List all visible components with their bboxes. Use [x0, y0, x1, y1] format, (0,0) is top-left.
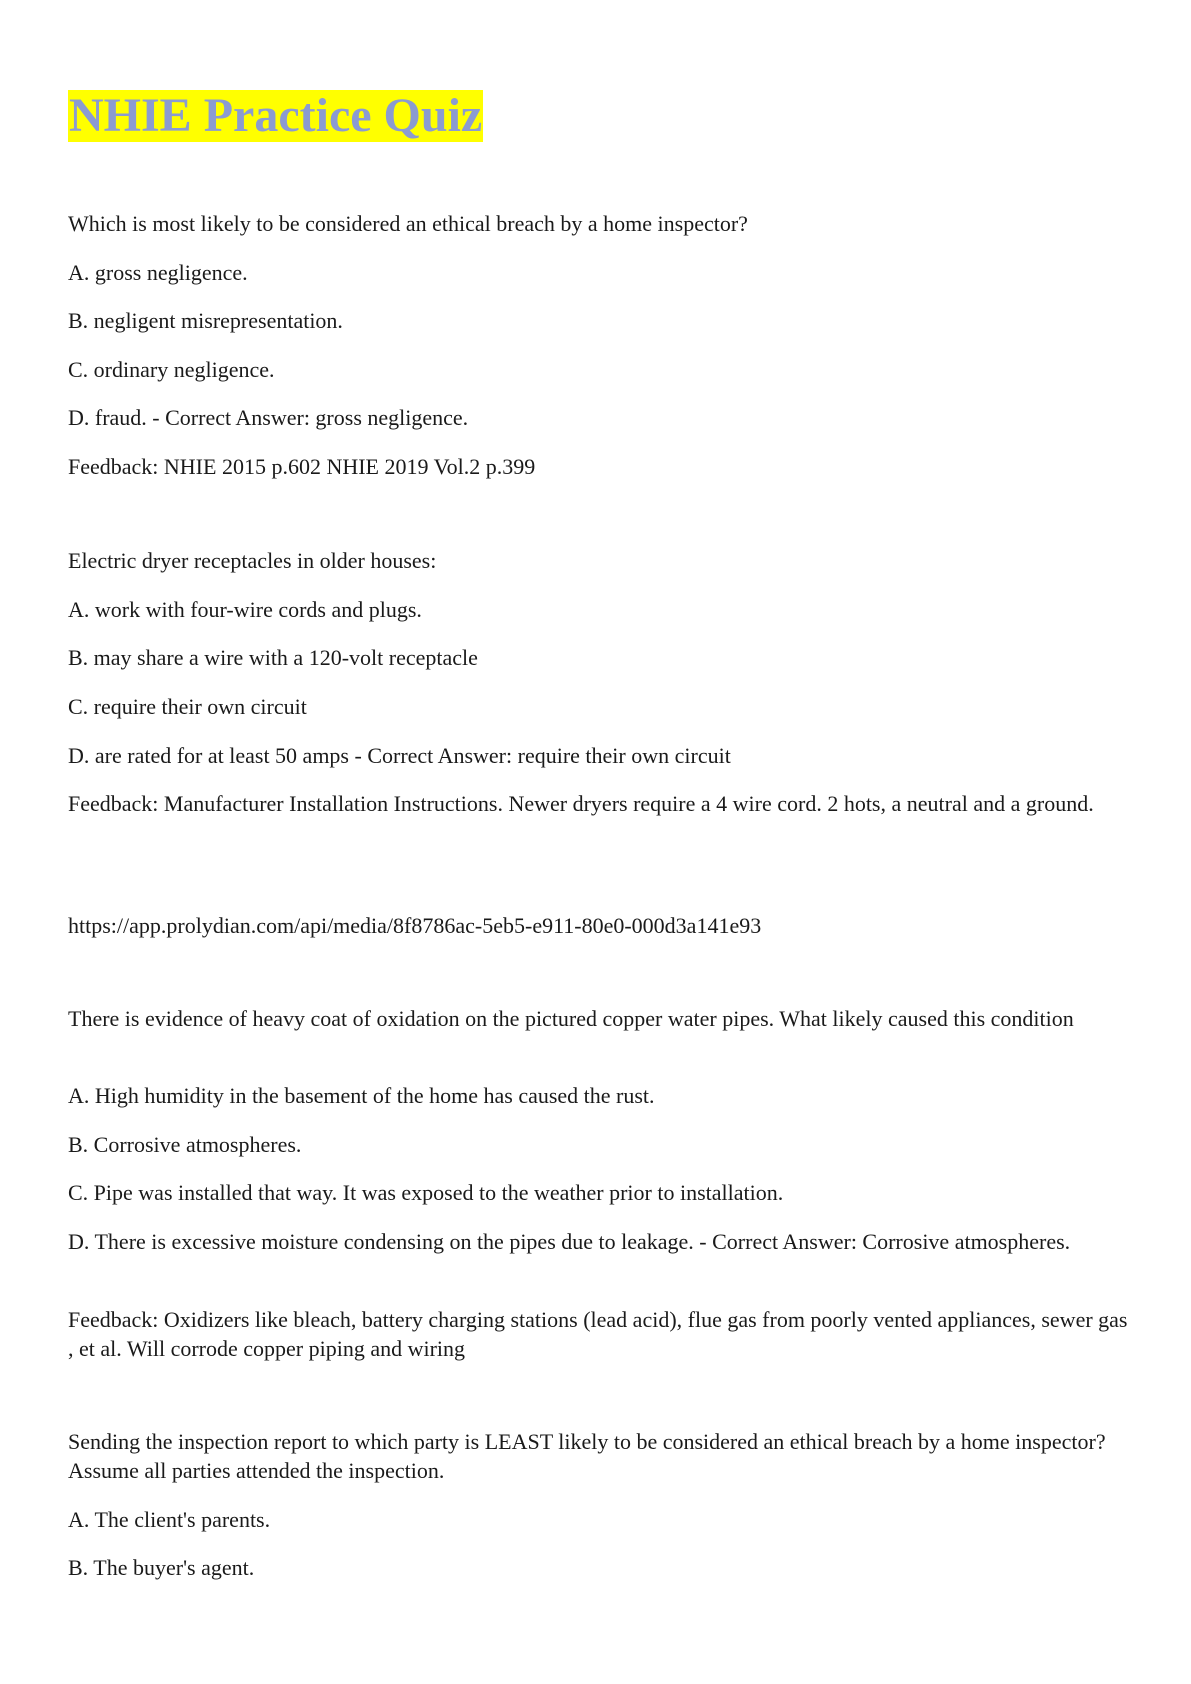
question-3-option-b: B. Corrosive atmospheres. — [68, 1132, 302, 1157]
document-title: NHIE Practice Quiz — [69, 89, 483, 142]
question-3-option-c: C. Pipe was installed that way. It was exposed to the weather prior to installation. — [68, 1180, 784, 1205]
question-1-option-d: D. fraud. - Correct Answer: gross negligence. — [68, 405, 469, 430]
question-3-feedback: Feedback: Oxidizers like bleach, battery charging stations (lead acid), flue gas from poorly vented appliances, sewer gas , et al. Will corrode copper piping and wiring — [68, 1307, 1128, 1361]
question-2-option-b: B. may share a wire with a 120-volt receptacle — [68, 645, 478, 670]
question-1-option-b: B. negligent misrepresentation. — [68, 308, 343, 333]
question-2-option-a: A. work with four-wire cords and plugs. — [68, 597, 422, 622]
question-4-option-b: B. The buyer's agent. — [68, 1555, 255, 1580]
question-2-stem: Electric dryer receptacles in older houses: — [68, 548, 437, 573]
question-4-stem: Sending the inspection report to which party is LEAST likely to be considered an ethical breach by a home inspector? Assume all parties attended the inspection. — [68, 1429, 1106, 1483]
media-link[interactable]: https://app.prolydian.com/api/media/8f8786ac-5eb5-e911-80e0-000d3a141e93 — [68, 913, 762, 938]
question-2-option-d: D. are rated for at least 50 amps - Correct Answer: require their own circuit — [68, 743, 731, 768]
question-3-option-a: A. High humidity in the basement of the home has caused the rust. — [68, 1083, 655, 1108]
question-1-option-c: C. ordinary negligence. — [68, 357, 275, 382]
question-1-feedback: Feedback: NHIE 2015 p.602 NHIE 2019 Vol.2 p.399 — [68, 454, 536, 479]
question-1-stem: Which is most likely to be considered an ethical breach by a home inspector? — [68, 211, 748, 236]
question-1-option-a: A. gross negligence. — [68, 260, 248, 285]
question-4-option-a: A. The client's parents. — [68, 1507, 271, 1532]
question-2-feedback: Feedback: Manufacturer Installation Instructions. Newer dryers require a 4 wire cord. 2 hots, a neutral and a ground. — [68, 791, 1094, 816]
question-3-stem: There is evidence of heavy coat of oxidation on the pictured copper water pipes. What likely caused this condition — [68, 1006, 1074, 1031]
question-3-option-d: D. There is excessive moisture condensing on the pipes due to leakage. - Correct Answer: Corrosive atmospheres. — [68, 1229, 1071, 1254]
question-2-option-c: C. require their own circuit — [68, 694, 307, 719]
